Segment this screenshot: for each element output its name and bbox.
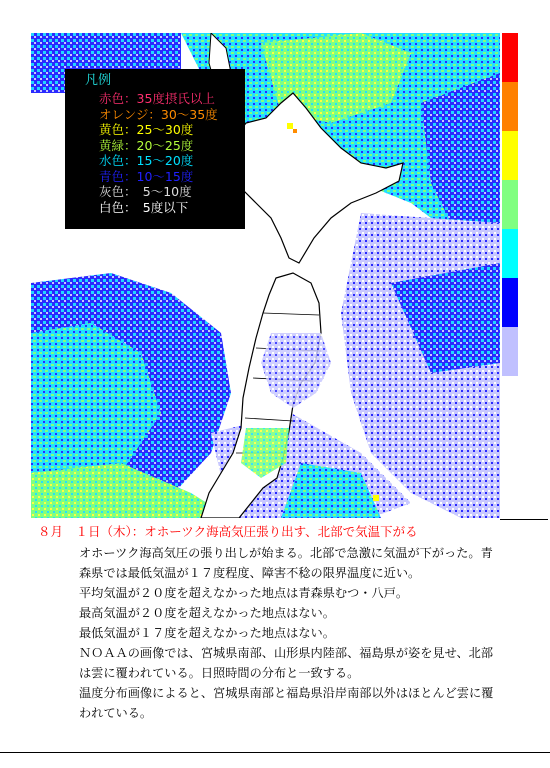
- paragraph-6: 温度分布画像によると、宮城県南部と福島県沿岸南部以外はほとんど雲に覆われている。: [79, 686, 494, 720]
- paragraph-4: 最低気温が１７度を超えなかった地点はない。: [79, 626, 335, 640]
- color-scale-segment: [502, 278, 518, 327]
- legend-item: 水色：15〜20度: [99, 153, 194, 168]
- legend-item: 黄色：25〜30度: [99, 122, 194, 137]
- legend-item: 黄緑：20〜25度: [99, 137, 194, 153]
- legend: [65, 69, 245, 229]
- description-text: [63, 543, 503, 723]
- legend-item: 灰色： 5〜10度: [99, 184, 192, 199]
- legend-item: 青色：10〜15度: [99, 168, 194, 184]
- legend-item: 白色： 5度以下: [99, 199, 189, 215]
- map-caption: ８月 １日（木）：オホーツク海高気圧張り出す、北部で気温下がる: [38, 524, 418, 539]
- paragraph-5: ＮＯＡＡの画像では、宮城県南部、山形県内陸部、福島県が姿を見せ、北部は雲に覆われている。日照時間の分布と一致する。: [79, 646, 494, 680]
- legend-title: 凡例: [85, 73, 112, 88]
- color-scale-segment: [502, 229, 518, 278]
- legend-item: オレンジ：30〜35度: [99, 106, 218, 122]
- paragraph-2: 平均気温が２０度を超えなかった地点は青森県むつ・八戸。: [79, 586, 409, 600]
- color-scale-segment: [502, 180, 518, 229]
- color-scale-segment: [502, 131, 518, 180]
- divider: [500, 519, 548, 520]
- legend-rows: [65, 91, 245, 215]
- paragraph-3: 最高気温が２０度を超えなかった地点はない。: [79, 606, 335, 620]
- bottom-rule: [0, 752, 550, 753]
- color-scale-segment: [502, 82, 518, 131]
- paragraph-1: オホーツク海高気圧の張り出しが始まる。北部で急激に気温が下がった。青森県では最低気温が１７度程度、障害不稔の限界温度に近い。: [79, 546, 493, 580]
- satellite-temperature-map: [31, 33, 500, 518]
- color-scale-segment: [502, 33, 518, 82]
- legend-item: 赤色：35度摂氏以上: [99, 91, 215, 106]
- color-scale-bar: [502, 33, 518, 376]
- color-scale-segment: [502, 327, 518, 376]
